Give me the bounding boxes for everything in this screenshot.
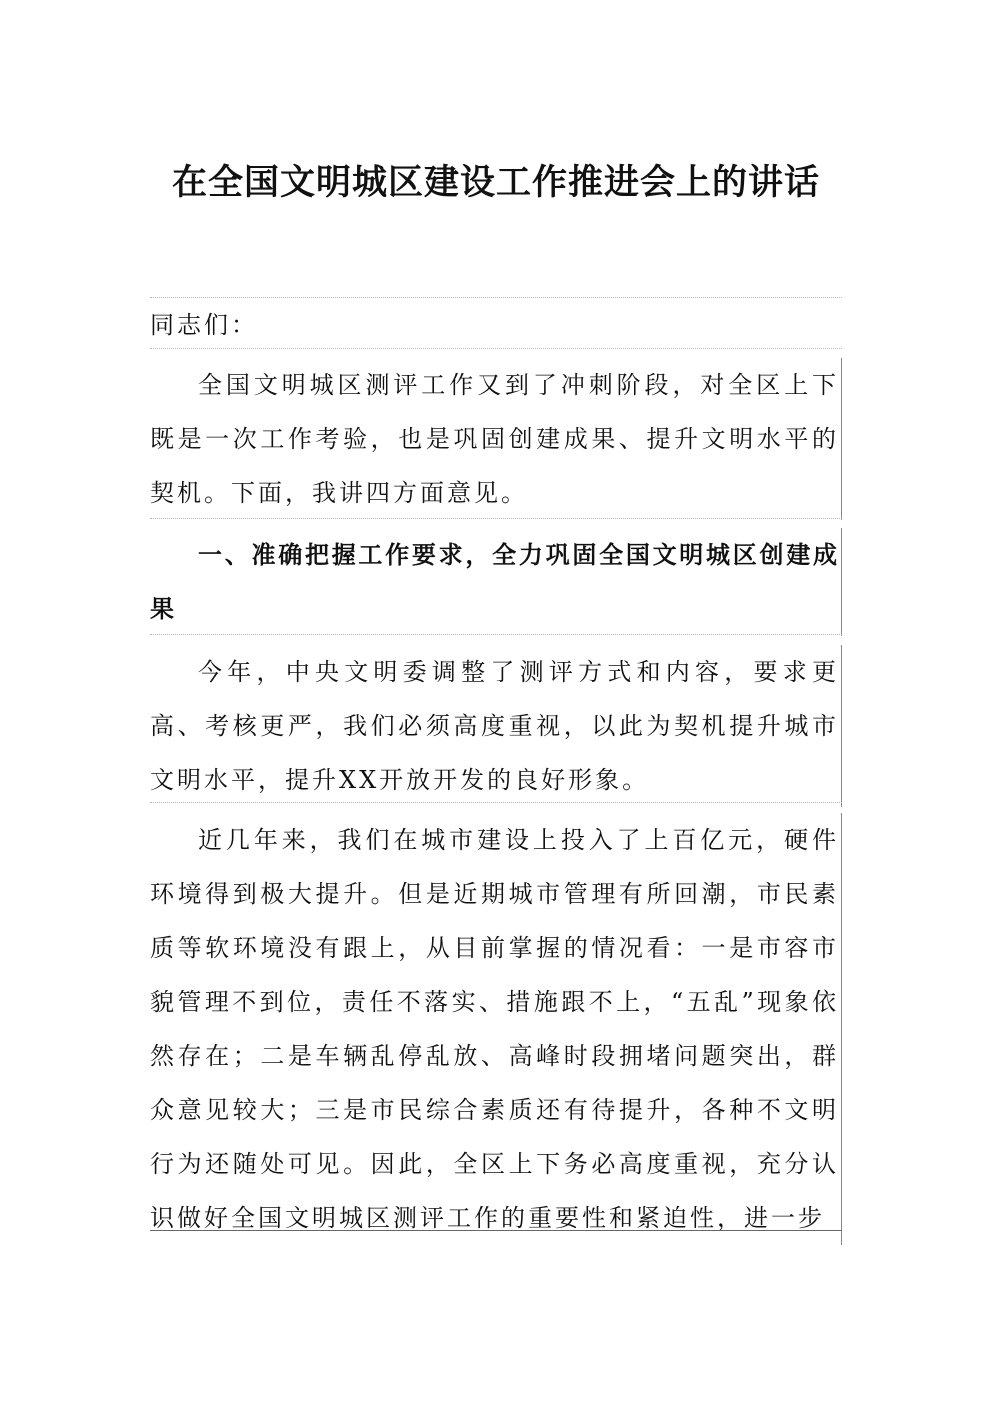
- divider: [150, 518, 842, 519]
- greeting: 同志们：: [150, 311, 258, 339]
- document-title: 在全国文明城区建设工作推进会上的讲话: [171, 162, 820, 203]
- section-heading-1: 一、准确把握工作要求，全力巩固全国文明城区创建成果: [150, 528, 842, 636]
- divider: [150, 348, 842, 349]
- divider: [150, 297, 842, 298]
- page-bottom-rule: [150, 1230, 842, 1231]
- intro-paragraph: 全国文明城区测评工作又到了冲刺阶段，对全区上下既是一次工作考验，也是巩固创建成果、提升文明水平的契机。下面，我讲四方面意见。: [150, 358, 842, 520]
- body-paragraph-1: 今年，中央文明委调整了测评方式和内容，要求更高、考核更严，我们必须高度重视，以此为契机提升城市文明水平，提升XX开放开发的良好形象。: [150, 645, 842, 807]
- body-paragraph-2: 近几年来，我们在城市建设上投入了上百亿元，硬件环境得到极大提升。但是近期城市管理有所回潮，市民素质等软环境没有跟上，从目前掌握的情况看：一是市容市貌管理不到位，责任不落实、措施跟不上，“五乱”现象依然存在；二是车辆乱停乱放、高峰时段拥堵问题突出，群众意见较大；三是市民综合素质还有待提升，各种不文明行为还随处可见。因此，全区上下务必高度重视，充分认识做好全国文明城区测评工作的重要性和紧迫性，进一步: [150, 813, 842, 1245]
- divider: [150, 802, 842, 803]
- divider: [150, 634, 842, 635]
